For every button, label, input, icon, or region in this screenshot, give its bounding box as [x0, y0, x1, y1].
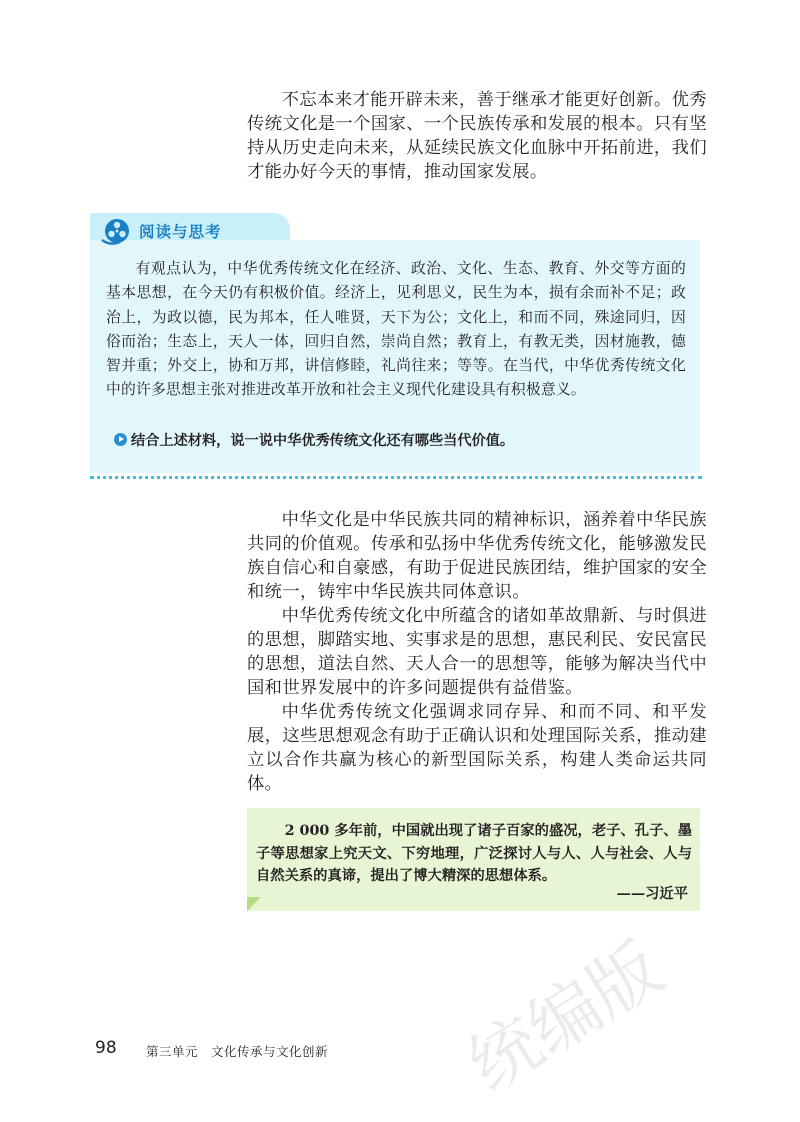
- quote-author: ——习近平: [616, 886, 688, 902]
- dotted-divider: [90, 476, 702, 479]
- main-paragraph: 中华优秀传统文化强调求同存异、和而不同、和平发展，这些思想观念有助于正确认识和处理国际关系，推动建立以合作共赢为核心的新型国际关系，构建人类命运共同体。: [247, 702, 707, 794]
- main-paragraph: 中华文化是中华民族共同的精神标识，涵养着中华民族共同的价值观。传承和弘扬中华优秀传统文化，能够激发民族自信心和自豪感，有助于促进民族团结，维护国家的安全和统一，铸牢中华民族共同体意识。: [247, 510, 707, 602]
- reading-box-title: 阅读与思考: [139, 223, 222, 241]
- intro-section: [247, 88, 707, 184]
- reading-box-question: 结合上述材料，说一说中华优秀传统文化还有哪些当代价值。: [131, 433, 515, 449]
- quote-text: 2 000 多年前，中国就出现了诸子百家的盛况，老子、孔子、墨子等思想家上究天文、下穷地理，广泛探讨人与人、人与社会、人与自然关系的真谛，提出了博大精深的思想体系。: [256, 823, 692, 884]
- reading-box-body: 有观点认为，中华优秀传统文化在经济、政治、文化、生态、教育、外交等方面的基本思想，在今天仍有积极价值。经济上，见利思义，民生为本，损有余而补不足；政治上，为政以德，民为邦本，任人唯贤，天下为公；文化上，和而不同，殊途同归，因俗而治；生态上，天人一体，回归自然，崇尚自然；教育上，有教无类，因材施教，德智并重；外交上，协和万邦，讲信修睦，礼尚往来；等等。在当代，中华优秀传统文化中的许多思想主张对推进改革开放和社会主义现代化建设具有积极意义。: [106, 260, 686, 399]
- footer-section-title: 第三单元 文化传承与文化创新: [146, 1044, 329, 1059]
- watermark-text: 统编版: [454, 926, 676, 1108]
- main-paragraph: 中华优秀传统文化中所蕴含的诸如革故鼎新、与时俱进的思想，脚踏实地、实事求是的思想，惠民利民、安民富民的思想，道法自然、天人合一的思想等，能够为解决当代中国和世界发展中的许多问题提供有益借鉴。: [247, 606, 707, 698]
- page-number: 98: [95, 1038, 117, 1058]
- main-text-section: [247, 508, 707, 796]
- watermark: [454, 926, 710, 1111]
- play-arrow-icon: [114, 433, 127, 446]
- reading-reel-icon: [100, 216, 134, 246]
- quote-box-fold: [247, 897, 261, 911]
- intro-paragraph: 不忘本来才能开辟未来，善于继承才能更好创新。优秀传统文化是一个国家、一个民族传承和发展的根本。只有坚持从历史走向未来，从延续民族文化血脉中开拓前进，我们才能办好今天的事情，推动国家发展。: [247, 90, 707, 182]
